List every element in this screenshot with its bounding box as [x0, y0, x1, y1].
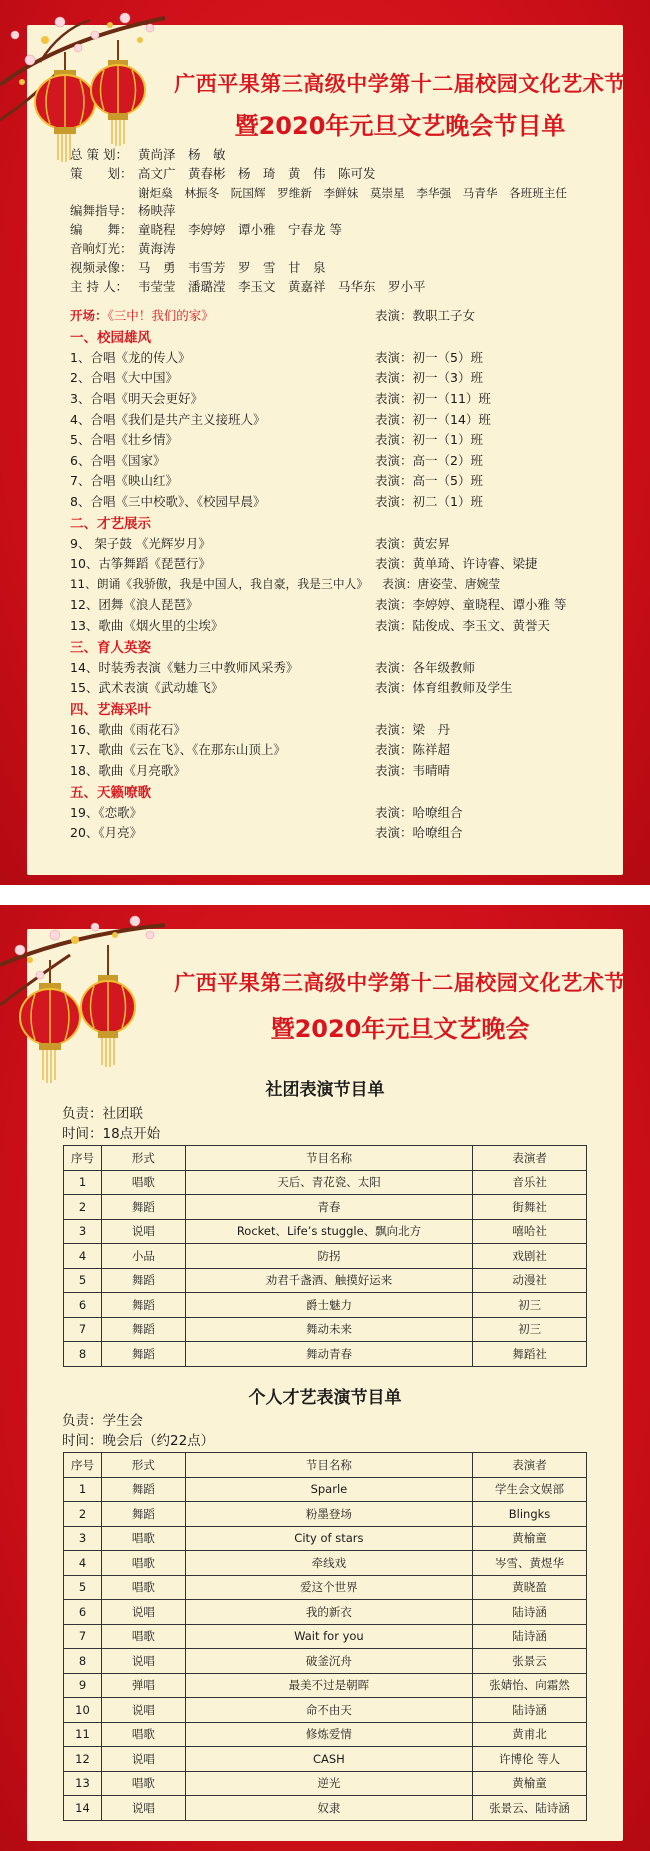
col-header: 节目名称: [185, 1453, 472, 1478]
program-item: [70, 719, 610, 740]
credit-names: 黄海涛: [138, 240, 176, 256]
table-row: [64, 1219, 587, 1244]
section-heading: 一、校园雄风: [70, 330, 151, 347]
club-program-poster: [0, 905, 650, 1851]
item-title: 17、歌曲《云在飞》、《在那东山顶上》: [70, 742, 286, 758]
item-performer: 表演：唐姿莹、唐婉莹: [382, 577, 501, 592]
table-row: [64, 1477, 587, 1502]
cell: 黄榆童: [473, 1526, 587, 1551]
item-title: 8、合唱《三中校歌》、《校园早晨》: [70, 494, 266, 510]
program-item: [70, 739, 610, 760]
program-item: [70, 760, 610, 781]
cell: 1: [64, 1170, 102, 1195]
program-item: [70, 574, 610, 595]
item-performer: 表演：哈嘹组合: [375, 804, 463, 820]
cell: 舞动青春: [185, 1342, 473, 1367]
cell: 舞蹈: [101, 1293, 185, 1318]
item-performer: 表演：黄宏昇: [375, 535, 451, 551]
cell: 舞蹈: [101, 1342, 185, 1367]
cell: 舞蹈: [101, 1195, 185, 1220]
title-line-2: 暨2020年元旦文艺晚会节目单: [234, 112, 566, 140]
item-title: 16、歌曲《雨花石》: [70, 721, 186, 737]
cell: 舞蹈: [101, 1268, 185, 1293]
cell: 8: [64, 1342, 102, 1367]
program-item: [70, 408, 610, 429]
title-line-1: 广西平果第三高级中学第十二届校园文化艺术节: [174, 72, 626, 96]
section-heading: 三、育人英姿: [70, 639, 151, 656]
cell: 14: [64, 1796, 102, 1821]
cell: 张景云: [473, 1649, 587, 1674]
opening-title: [70, 306, 375, 324]
cell: 说唱: [101, 1796, 185, 1821]
cell: 粉墨登场: [185, 1502, 472, 1527]
personal-table-heading: 个人才艺表演节目单: [248, 1388, 402, 1408]
item-performer: 表演：体育组教师及学生: [375, 680, 513, 696]
cell: CASH: [185, 1747, 472, 1772]
cell: 9: [64, 1673, 102, 1698]
program-item: [70, 388, 610, 409]
item-title: 18、歌曲《月亮歌》: [70, 762, 186, 778]
cell: 13: [64, 1771, 102, 1796]
table-header: [64, 1146, 587, 1171]
credit-label: 编 舞：: [70, 222, 133, 238]
program-item: [70, 553, 610, 574]
item-title: 14、时装秀表演《魅力三中教师风采秀》: [70, 659, 299, 675]
cell: 黄晓盈: [473, 1575, 587, 1600]
credit-names: 谢炬燊 林振冬 阮国辉 罗维新 李鲜妹 莫崇星 李华强 马青华 各班班主任: [138, 185, 567, 200]
item-title: 19、《恋歌》: [70, 804, 143, 820]
item-title: 2、合唱《大中国》: [70, 370, 178, 386]
credit-row: [70, 221, 567, 240]
cell: 舞动未来: [185, 1317, 473, 1342]
program-item: [70, 450, 610, 471]
cell: Blingks: [473, 1502, 587, 1527]
cell: 5: [64, 1575, 102, 1600]
item-title: 3、合唱《明天会更好》: [70, 391, 203, 407]
cell: 劝君千盏酒、触摸好运来: [185, 1268, 473, 1293]
cell: 唱歌: [101, 1170, 185, 1195]
club-owner: 负责：社团联: [62, 1106, 143, 1122]
cell: 小品: [101, 1244, 185, 1269]
item-performer: 表演：梁 丹: [375, 721, 451, 737]
poster-title: [150, 967, 650, 1044]
item-title: 20、《月亮》: [70, 825, 143, 841]
cell: 6: [64, 1293, 102, 1318]
program-item: [70, 470, 610, 491]
cell: 2: [64, 1195, 102, 1220]
cell: 舞蹈: [101, 1502, 185, 1527]
credit-label: 编舞指导：: [70, 203, 133, 219]
item-performer: 表演：各年级教师: [375, 659, 476, 675]
item-title: 5、合唱《壮乡情》: [70, 432, 178, 448]
credit-label: 主 持 人：: [70, 278, 128, 294]
program-item: [70, 594, 610, 615]
cell: 唱歌: [101, 1624, 185, 1649]
credits-list: [70, 146, 567, 296]
table-row: [64, 1502, 587, 1527]
credit-names: 杨映萍: [138, 203, 176, 219]
cell: 许博伦 等人: [473, 1747, 587, 1772]
cell: 唱歌: [101, 1722, 185, 1747]
cell: 6: [64, 1600, 102, 1625]
cell: 陆诗涵: [473, 1624, 587, 1649]
cell: 逆光: [185, 1771, 472, 1796]
cell: 5: [64, 1268, 102, 1293]
table-row: [64, 1624, 587, 1649]
cell: 我的新衣: [185, 1600, 472, 1625]
club-time: 时间：18点开始: [62, 1126, 161, 1142]
cell: 舞蹈社: [473, 1342, 587, 1367]
cell: 最美不过是朝晖: [185, 1673, 472, 1698]
cell: 陆诗涵: [473, 1698, 587, 1723]
item-performer: 表演：韦晴晴: [375, 762, 451, 778]
table-row: [64, 1551, 587, 1576]
item-performer: 表演：高一（5）班: [375, 473, 483, 489]
opening-performer: 表演：教职工子女: [375, 308, 476, 324]
item-title: 1、合唱《龙的传人》: [70, 349, 191, 365]
cell: 青春: [185, 1195, 473, 1220]
cell: 音乐社: [473, 1170, 587, 1195]
cell: 1: [64, 1477, 102, 1502]
item-performer: 表演：李婷婷、童晓程、谭小雅 等: [375, 597, 567, 613]
cell: 张婧怡、向霜然: [473, 1673, 587, 1698]
col-header: 形式: [101, 1453, 185, 1478]
club-meta: [62, 1104, 160, 1144]
cell: 嘻哈社: [473, 1219, 587, 1244]
item-title: 4、合唱《我们是共产主义接班人》: [70, 411, 266, 427]
cell: 动漫社: [473, 1268, 587, 1293]
credit-row: [70, 240, 567, 259]
program-item: [70, 656, 610, 677]
cell: 黄甫北: [473, 1722, 587, 1747]
credit-label: 视频录像：: [70, 259, 133, 275]
club-table: [63, 1145, 587, 1367]
cell: 说唱: [101, 1219, 185, 1244]
table-row: [64, 1293, 587, 1318]
item-performer: 表演：初二（1）班: [375, 494, 483, 510]
col-header: 形式: [101, 1146, 185, 1171]
table-row: [64, 1673, 587, 1698]
item-performer: 表演：初一（11）班: [375, 391, 491, 407]
table-row: [64, 1575, 587, 1600]
program-item: [70, 801, 610, 822]
personal-time: 时间：晚会后（约22点）: [62, 1433, 215, 1449]
cell: 3: [64, 1219, 102, 1244]
cell: 7: [64, 1317, 102, 1342]
item-performer: 表演：初一（1）班: [375, 432, 483, 448]
item-performer: 表演：哈嘹组合: [375, 825, 463, 841]
item-title: 12、团舞《浪人琵琶》: [70, 597, 199, 613]
cell: 奴隶: [185, 1796, 472, 1821]
cell: 唱歌: [101, 1771, 185, 1796]
credit-row: [70, 278, 567, 297]
opening-prefix: 开场：: [70, 308, 108, 324]
credit-label: 总 策 划：: [70, 147, 128, 162]
table-row: [64, 1268, 587, 1293]
cell: 11: [64, 1722, 102, 1747]
table-row: [64, 1195, 587, 1220]
cell: 爱这个世界: [185, 1575, 472, 1600]
credit-names: 黄尚泽 杨 敏: [138, 147, 226, 162]
table-row: [64, 1317, 587, 1342]
credit-names: 高文广 黄春彬 杨 琦 黄 伟 陈可发: [138, 165, 376, 181]
cell: 唱歌: [101, 1526, 185, 1551]
cell: 破釜沉舟: [185, 1649, 472, 1674]
cell: 戏剧社: [473, 1244, 587, 1269]
col-header: 表演者: [473, 1146, 587, 1171]
credit-names: 童晓程 李婷婷 谭小雅 宁春龙 等: [138, 222, 342, 238]
item-title: 7、合唱《映山红》: [70, 473, 178, 489]
table-row: [64, 1698, 587, 1723]
cell: Wait for you: [185, 1624, 472, 1649]
cell: 修炼爱情: [185, 1722, 472, 1747]
table-row: [64, 1244, 587, 1269]
personal-table: [63, 1452, 587, 1821]
cell: 4: [64, 1551, 102, 1576]
cell: 10: [64, 1698, 102, 1723]
cell: Sparle: [185, 1477, 472, 1502]
credit-label: 音响灯光：: [70, 240, 133, 256]
table-row: [64, 1170, 587, 1195]
item-performer: 表演：初一（5）班: [375, 349, 483, 365]
program-item: [70, 367, 610, 388]
program-list: [70, 305, 610, 842]
table-row: [64, 1747, 587, 1772]
cell: 说唱: [101, 1649, 185, 1674]
program-item: [70, 491, 610, 512]
item-performer: 表演：初一（14）班: [375, 411, 491, 427]
cell: 岑雪、黄煜华: [473, 1551, 587, 1576]
title-line-1: 广西平果第三高级中学第十二届校园文化艺术节: [174, 971, 626, 995]
personal-meta: [62, 1411, 214, 1451]
credit-row: [70, 259, 567, 278]
section-heading: 五、天籁嘹歌: [70, 784, 151, 801]
table-row: [64, 1342, 587, 1367]
credit-row: [70, 184, 567, 203]
item-title: 15、武术表演《武动雄飞》: [70, 680, 224, 696]
cell: 3: [64, 1526, 102, 1551]
cell: 唱歌: [101, 1551, 185, 1576]
cell: 12: [64, 1747, 102, 1772]
cell: 街舞社: [473, 1195, 587, 1220]
cell: 4: [64, 1244, 102, 1269]
item-title: 13、歌曲《烟火里的尘埃》: [70, 618, 224, 634]
opening-row: [70, 305, 610, 326]
credit-names: 韦莹莹 潘璐滢 李玉文 黄嘉祥 马华东 罗小平: [138, 278, 426, 294]
cell: 弹唱: [101, 1673, 185, 1698]
col-header: 表演者: [473, 1453, 587, 1478]
table-row: [64, 1600, 587, 1625]
cell: 7: [64, 1624, 102, 1649]
section-heading: 二、才艺展示: [70, 515, 151, 532]
personal-owner: 负责：学生会: [62, 1413, 143, 1429]
item-performer: 表演：初一（3）班: [375, 370, 483, 386]
cell: 学生会文娱部: [473, 1477, 587, 1502]
cell: 黄榆童: [473, 1771, 587, 1796]
cell: 8: [64, 1649, 102, 1674]
item-title: 9、 架子鼓 《光辉岁月》: [70, 535, 211, 551]
cell: 初三: [473, 1317, 587, 1342]
col-header: 节目名称: [185, 1146, 473, 1171]
cell: 陆诗涵: [473, 1600, 587, 1625]
item-title: 10、古筝舞蹈《琵琶行》: [70, 556, 211, 572]
table-header: [64, 1453, 587, 1478]
cell: 说唱: [101, 1747, 185, 1772]
item-performer: 表演：黄单琦、许诗睿、梁捷: [375, 556, 538, 572]
cell: 初三: [473, 1293, 587, 1318]
item-performer: 表演：高一（2）班: [375, 452, 483, 468]
item-performer: 表演：陈祥超: [375, 742, 451, 758]
item-performer: 表演：陆俊成、李玉文、黄誉天: [375, 618, 551, 634]
credit-row: [70, 146, 567, 165]
table-row: [64, 1796, 587, 1821]
cell: 张景云、陆诗涵: [473, 1796, 587, 1821]
cell: City of stars: [185, 1526, 472, 1551]
cell: 天后、青花瓷、太阳: [185, 1170, 473, 1195]
item-title: 6、合唱《国家》: [70, 452, 166, 468]
cell: 说唱: [101, 1698, 185, 1723]
credit-names: 马 勇 韦雪芳 罗 雪 甘 泉: [138, 259, 326, 275]
cell: 防拐: [185, 1244, 473, 1269]
col-header: 序号: [64, 1453, 102, 1478]
col-header: 序号: [64, 1146, 102, 1171]
section-heading: 四、艺海采叶: [70, 702, 151, 718]
program-item: [70, 615, 610, 636]
program-poster: [0, 0, 650, 885]
title-line-2: 暨2020年元旦文艺晚会: [270, 1015, 530, 1043]
cell: 舞蹈: [101, 1317, 185, 1342]
program-item: [70, 822, 610, 843]
cell: 说唱: [101, 1600, 185, 1625]
opening-work: 《三中！我们的家》: [107, 308, 214, 324]
table-row: [64, 1526, 587, 1551]
credit-row: [70, 202, 567, 221]
credit-row: [70, 165, 567, 184]
program-item: [70, 347, 610, 368]
table-row: [64, 1649, 587, 1674]
credit-label: [70, 184, 138, 203]
credit-label: 策 划：: [70, 165, 133, 181]
cell: Rocket、Life’s stuggle、飘向北方: [185, 1219, 473, 1244]
program-item: [70, 532, 610, 553]
cell: 牵线戏: [185, 1551, 472, 1576]
cell: 2: [64, 1502, 102, 1527]
program-item: [70, 677, 610, 698]
cell: 舞蹈: [101, 1477, 185, 1502]
cell: 唱歌: [101, 1575, 185, 1600]
cell: 命不由天: [185, 1698, 472, 1723]
poster-title: [150, 68, 650, 141]
table-row: [64, 1771, 587, 1796]
table-row: [64, 1722, 587, 1747]
item-title: 11、朗诵《我骄傲，我是中国人，我自豪，我是三中人》: [70, 577, 369, 592]
program-item: [70, 429, 610, 450]
club-table-heading: 社团表演节目单: [265, 1080, 385, 1100]
cell: 爵士魅力: [185, 1293, 473, 1318]
